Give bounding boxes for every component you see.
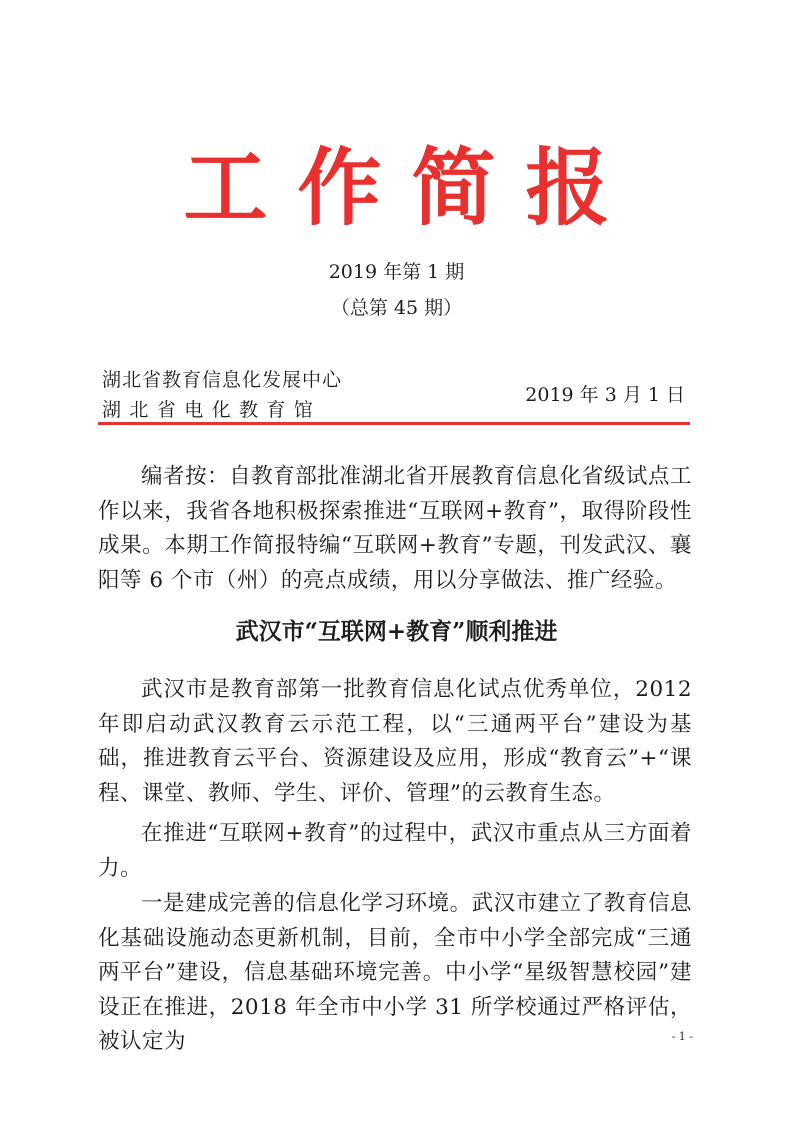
issue-number: 2019 年第 1 期 <box>328 261 465 283</box>
issue-total: （总第 45 期） <box>330 297 463 319</box>
red-divider <box>98 422 690 425</box>
body-paragraph: 在推进“互联网+教育”的过程中，武汉市重点从三方面着力。 <box>98 821 692 881</box>
body-paragraph: 一是建成完善的信息化学习环境。武汉市建立了教育信息化基础设施动态更新机制，目前，全市中小学全部完成“三通两平台”建设，信息基础环境完善。中小学“星级智慧校园”建设正在推进，2018 年全市中小学 31 所学校通过严格评估，被认定为 <box>98 891 692 1054</box>
editor-note: 编者按：自教育部批准湖北省开展教育信息化省级试点工作以来，我省各地积极探索推进“互联网+教育”，取得阶段性成果。本期工作简报特编“互联网+教育”专题，刊发武汉、襄阳等 6 个市（州）的亮点成绩，用以分享做法、推广经验。 <box>98 464 692 593</box>
issuer-org-1: 湖北省教育信息化发展中心 <box>102 369 343 391</box>
section-title: 武汉市“互联网+教育”顺利推进 <box>235 618 558 645</box>
body-paragraph: 武汉市是教育部第一批教育信息化试点优秀单位，2012 年即启动武汉教育云示范工程，以“三通两平台”建设为基础，推进教育云平台、资源建设及应用，形成“教育云”+“课程、课堂、教师、学生、评价、管理”的云教育生态。 <box>98 677 692 806</box>
issue-date: 2019 年 3 月 1 日 <box>525 384 685 406</box>
issuer-org-2: 湖北省电化教育馆 <box>102 399 322 421</box>
page-number: - 1 - <box>671 1030 693 1043</box>
masthead-title: 工作简报 <box>183 138 640 237</box>
